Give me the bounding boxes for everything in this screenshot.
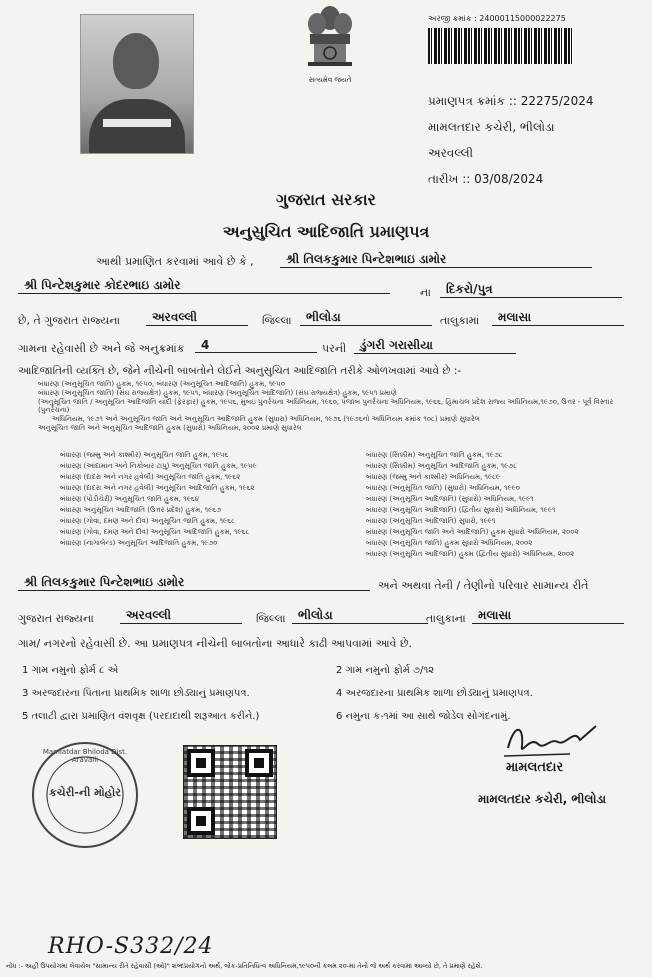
issuing-office: મામલતદાર કચેરી, ભીલોડા	[428, 120, 555, 134]
seal-ring-text: Mamlatdar Bhiloda Dist. Aravalli	[42, 748, 128, 764]
order-right-item: બંધારણ (અનુસૂચિત જાતિ) હુકમ સુધારો અધિનિયમ, ૨૦૦૨	[366, 539, 533, 547]
qr-code	[183, 745, 277, 839]
serial-no-value: 4	[195, 338, 317, 353]
order-right-item: બંધારણ (અનુસૂચિત આદિજાતિ) (સુધારો) અધિનિયમ, ૧૯૯૧	[366, 495, 534, 503]
order-right-item: બંધારણ (અનુસૂચિત આદિજાતિ) હુકમ (દ્વિતીય સુધારો) અધિનિયમ, ૨૦૦૨	[366, 550, 575, 558]
district-value-2: ભીલોડા	[292, 608, 428, 624]
doc-item: 6 નમુના ક-૧માં આ સાથે જોડેલ સોગંદનામું.	[336, 711, 511, 722]
doc-item: 2 ગામ નમુનો ફોર્મ ૭/૧૨	[336, 665, 435, 676]
orders-list	[38, 380, 628, 433]
order-right-item: બંધારણ (અનુસૂચિત જાતિ) (સુધારો) અધિનિયમ, ૧૯૯૦	[366, 484, 521, 492]
emblem-caption: સત્યમેવ જયતે	[308, 76, 352, 84]
state-label: છે, તે ગુજરાત રાજ્યના	[18, 314, 121, 327]
order-left-item: બંધારણ (ગોવા, દમણ અને દીવ) અનુસૂચિત જાતિ હુકમ, ૧૯૬૮	[60, 517, 235, 525]
district-label-2: જિલ્લા	[256, 612, 286, 625]
footnote: નોંધ :- અહીં ઉપયોગમાં લેવાયેલ "સામાન્ય રીતે રહેવાસી (ઓ)" શબ્દપ્રયોગનો અર્થ, લોક-પ્રતિનિધિત્વ અધિનિયમ,૧૯૫૦ની કલમ ૨૦-માં તેનો જે અર્થ કરવામાં આવ્યો છે, તે પ્રમાણે રહેશે.	[6, 962, 483, 970]
state-label-2: ગુજરાત રાજ્યના	[18, 612, 94, 625]
issue-date: તારીખ :: 03/08/2024	[428, 172, 544, 186]
basis-line: ગામ/ નગરનો રહેવાસી છે. આ પ્રમાણપત્ર નીચેની બાબતોના આધારે કાઢી આપવામાં આવે છે.	[18, 637, 413, 650]
district-label: જિલ્લા	[262, 314, 292, 327]
government-title: ગુજરાત સરકાર	[276, 190, 376, 209]
office-seal	[30, 740, 140, 850]
resident-suffix: અને અથવા તેની / તેણીનો પરિવાર સામાન્ય રીતે	[378, 579, 589, 592]
issuing-district: અરવલ્લી	[428, 146, 474, 160]
order-left-item: બંધારણ (ગોવા, દમણ અને દીવ) અનુસૂચિત આદિજાતિ હુકમ, ૧૯૬૮	[60, 528, 250, 536]
state-value-2: અરવલ્લી	[120, 608, 242, 624]
order-left-item: બંધારણ (પોંડીચેરી) અનુસૂચિત જાતિ હુકમ, ૧૯૬૪	[60, 495, 200, 503]
state-value: અરવલ્લી	[146, 310, 248, 326]
signatory-title: મામલતદાર	[506, 760, 564, 775]
doc-item: 4 અરજદારના પ્રાથમિક શાળા છોડ્યાનું પ્રમાણપત્ર.	[336, 688, 533, 699]
state-emblem-icon	[300, 2, 360, 84]
orders-column-left	[60, 450, 340, 549]
order-item: બંધારણ (અનુસૂચિત જાતિ) હુકમ, ૧૯૫૦, બંધારણ (અનુસૂચિત આદિજાતિ) હુકમ, ૧૯૫૦	[38, 380, 285, 388]
order-left-item: બંધારણ (નાગાલેન્ડ) અનુસૂચિત આદિજાતિ હુકમ, ૧૯૭૦	[60, 539, 218, 547]
order-right-item: બંધારણ (અનુસૂચિત આદિજાતિ) (દ્વિતીય સુધારો) અધિનિયમ, ૧૯૯૧	[366, 506, 556, 514]
taluka-label-2: તાલુકાના	[426, 612, 466, 625]
barcode	[428, 28, 574, 64]
doc-item: 1 ગામ નમુનો ફોર્મ ૮ એ	[22, 665, 119, 676]
orders-column-right	[366, 450, 636, 560]
district-value: ભીલોડા	[300, 310, 432, 326]
signatory-office: મામલતદાર કચેરી, ભીલોડા	[478, 792, 607, 806]
certificate-number: પ્રમાણપત્ર ક્રમાંક :: 22275/2024	[428, 94, 594, 108]
relation: દિકરો/પુત્ર	[440, 282, 622, 298]
order-item: અનુસૂચિત જાતિ અને અનુસૂચિત આદિજાતિ હુકમ (સુધારો) અધિનિયમ, ૨૦૦૨ પ્રમાણે સુધારેલ	[38, 423, 302, 432]
certify-lead: આથી પ્રમાણિત કરવામાં આવે છે કે ,	[96, 255, 254, 268]
seal-center-text: કચેરી-ની મોહોર	[49, 786, 121, 799]
caste-value: ડુંગરી ગરાસીયા	[354, 338, 516, 354]
application-serial: અરજી ક્રમાંક : 24000115000022275	[428, 14, 566, 23]
taluka-label: તાલુકામાં	[440, 314, 480, 327]
order-right-item: બંધારણ (જમ્મુ અને કાશ્મીર) અધિનિયમ, ૧૯૮૯	[366, 473, 501, 481]
photo-shirt-stripe	[103, 119, 171, 127]
order-item: (અનુસૂચિત જાતિ / અનુસૂચિત આદિજાતિ યાદી (ફેરફાર) હુકમ, ૧૯૫૬, મુંબઇ પુનર્રચના અધિનિયમ, ૧૯૬૦, પંજાબ પુનર્રચના અધિનિયમ, ૧૯૬૬, હિમાચલ પ્રદેશ રાજ્ય અધિનિયમ,૧૯૭૦, ઉત્તર - પૂર્વ વિસ્તાર (પુનર્રચના)	[38, 397, 614, 415]
signature-icon	[500, 718, 610, 763]
applicant-name: શ્રી તિલકકુમાર પિન્ટેશભાઇ ડામોર	[280, 252, 592, 268]
village-label: ગામના રહેવાસી છે અને જે અનુક્રમાંક	[18, 342, 185, 355]
order-left-item: બંધારણ અનુસૂચિત આદિજાતિ (ઉત્તર પ્રદેશ) હુકમ, ૧૯૬૭	[60, 506, 221, 514]
order-right-item: બંધારણ (સિક્કીમ) અનુસૂચિત જાતિ હુકમ, ૧૯૭૮	[366, 451, 503, 459]
applicant-photo	[80, 14, 194, 154]
photo-head	[113, 33, 159, 89]
certificate-title: અનુસુચિત આદિજાતિ પ્રમાણપત્ર	[222, 222, 430, 241]
order-left-item: બંધારણ (જમ્મુ અને કાશ્મીર) અનુસૂચિત જાતિ હુકમ, ૧૯૫૬	[60, 451, 229, 459]
caste-label: પરની	[322, 342, 347, 355]
doc-item: 3 અરજદારના પિતાના પ્રાથમિક શાળા છોડ્યાનું પ્રમાણપત્ર.	[22, 688, 250, 699]
father-name: શ્રી પિન્ટેશકુમાર કોદરભાઇ ડામોર	[18, 278, 390, 294]
handwritten-reference: RHO-S332/24	[48, 934, 214, 959]
order-left-item: બંધારણ (આંદામાન અને નિકોબાર ટાપુ) અનુસૂચિત જાતિ હુકમ, ૧૯૫૯	[60, 462, 257, 470]
order-item: અધિનિયમ, ૧૯૭૧ અને અનુસૂચિત જાતિ અને અનુસૂચિત આદિજાતિ હુકમ (સુધારા) અધિનિયમ, ૧૯૭૬ (૧૯૭૬નો અધિનિયમ ક્રમાંક ૧૦૮) પ્રમાણે સુધારેલ	[52, 415, 480, 423]
eligibility-line: આદિજાતિની વ્યક્તિ છે, જેને નીચેની બાબતોને લેઈને અનુસુચિત આદિજાતિ તરીકે ઓળખવામાં આવે છે :-	[18, 365, 462, 377]
doc-item: 5 તલાટી દ્વારા પ્રમાણિત વંશવૃક્ષ (પરદાદાથી શરૂઆત કરીને.)	[22, 711, 260, 722]
order-left-item: બંધારણ (દાદરા અને નગર હવેલી) અનુસૂચિત જાતિ હુકમ, ૧૯૬૨	[60, 473, 241, 481]
order-item: બંધારણ (અનુસૂચિત જાતિ) (સંઘ રાજ્યક્ષેત્ર) હુકમ, ૧૯૫૧, બંધારણ (અનુસૂચિત આદિજાતિ) (સંઘ રાજ્યક્ષેત્ર) હુકમ, ૧૯૫૧ પ્રમાણે	[38, 388, 397, 397]
order-right-item: બંધારણ (અનુસૂચિત જાતિ અને આદિજાતિ) હુકમ સુધારો અધિનિયમ, ૨૦૦૨	[366, 528, 579, 536]
order-left-item: બંધારણ (દાદરા અને નગર હવેલી) અનુસૂચિત આદિજાતિ હુકમ, ૧૯૬૨	[60, 484, 255, 492]
taluka-value-2: મલાસા	[472, 608, 624, 624]
of-label: ના	[420, 286, 431, 299]
order-right-item: બંધારણ (સિક્કીમ) અનુસૂચિત આદિજાતિ હુકમ, ૧૯૭૮	[366, 462, 517, 470]
taluka-value: મલાસા	[492, 310, 624, 326]
resident-name: શ્રી તિલકકુમાર પિન્ટેશભાઇ ડામોર	[18, 575, 370, 591]
order-right-item: બંધારણ (અનુસૂચિત આદિજાતિ) સુધારો, ૧૯૯૧	[366, 517, 496, 525]
